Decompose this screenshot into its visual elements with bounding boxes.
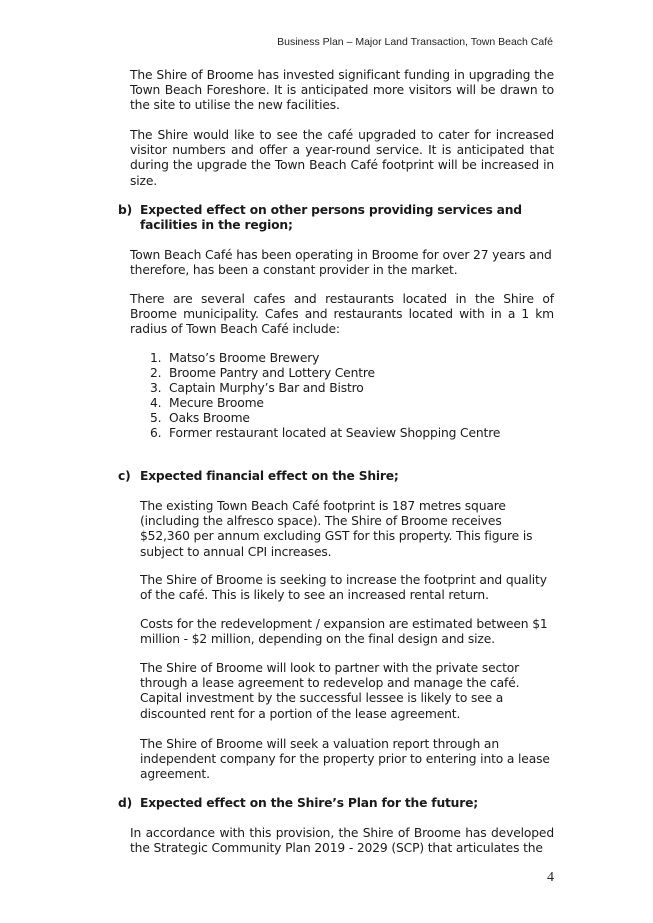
section-b-label: b) [118, 203, 133, 217]
list-item: 3. Captain Murphy’s Bar and Bistro [150, 381, 364, 395]
section-c-heading [118, 469, 558, 484]
intro-paragraph-2: The Shire would like to see the café upgraded to cater for increased visitor numbers and offer a year-round service. It is anticipated that during the upgrade the Town Beach Café footprint will be increased in size. [130, 128, 554, 188]
section-d-title: Expected effect on the Shire’s Plan for the future; [140, 796, 478, 810]
section-b-paragraph-1: Town Beach Café has been operating in Broome for over 27 years and therefore, has been a constant provider in the market. [130, 248, 552, 278]
intro-paragraph-1: The Shire of Broome has invested significant funding in upgrading the Town Beach Foreshore. It is anticipated more visitors will be drawn to the site to utilise the new facilities. [130, 68, 554, 113]
list-item: 6. Former restaurant located at Seaview Shopping Centre [150, 426, 501, 440]
section-c-paragraph-2: The Shire of Broome is seeking to increase the footprint and quality of the café. This is likely to see an increased rental return. [140, 573, 547, 603]
running-header: Business Plan – Major Land Transaction, Town Beach Café [277, 36, 553, 48]
page-number: 4 [547, 870, 554, 885]
section-c-label: c) [118, 469, 131, 483]
nearby-cafes-list [150, 351, 550, 441]
section-c-paragraph-4: The Shire of Broome will look to partner with the private sector through a lease agreement to redevelop and manage the café. Capital investment by the successful lessee is likely to see a discounted rent for a portion of the lease agreement. [140, 661, 520, 721]
section-d-paragraph-1: In accordance with this provision, the Shire of Broome has developed the Strategic Community Plan 2019 - 2029 (SCP) that articulates the [130, 826, 554, 856]
section-d-label: d) [118, 796, 133, 810]
list-item: 5. Oaks Broome [150, 411, 250, 425]
section-d-heading [118, 796, 558, 811]
section-c-paragraph-1: The existing Town Beach Café footprint is 187 metres square (including the alfresco space). The Shire of Broome receives $52,360 per annum excluding GST for this property. This figure is subject to annual CPI increases. [140, 499, 533, 559]
section-b-title: Expected effect on other persons providing services and facilities in the region; [140, 203, 522, 233]
section-c-paragraph-5: The Shire of Broome will seek a valuation report through an independent company for the property prior to entering into a lease agreement. [140, 737, 550, 782]
list-item: 1. Matso’s Broome Brewery [150, 351, 320, 365]
section-c-paragraph-3: Costs for the redevelopment / expansion are estimated between $1 million - $2 million, depending on the final design and size. [140, 617, 548, 647]
section-c-title: Expected financial effect on the Shire; [140, 469, 399, 483]
list-item: 4. Mecure Broome [150, 396, 264, 410]
section-b-paragraph-2: There are several cafes and restaurants located in the Shire of Broome municipality. Cafes and restaurants located with in a 1 km radius of Town Beach Café include: [130, 292, 554, 337]
section-b-heading [118, 203, 558, 233]
list-item: 2. Broome Pantry and Lottery Centre [150, 366, 375, 380]
